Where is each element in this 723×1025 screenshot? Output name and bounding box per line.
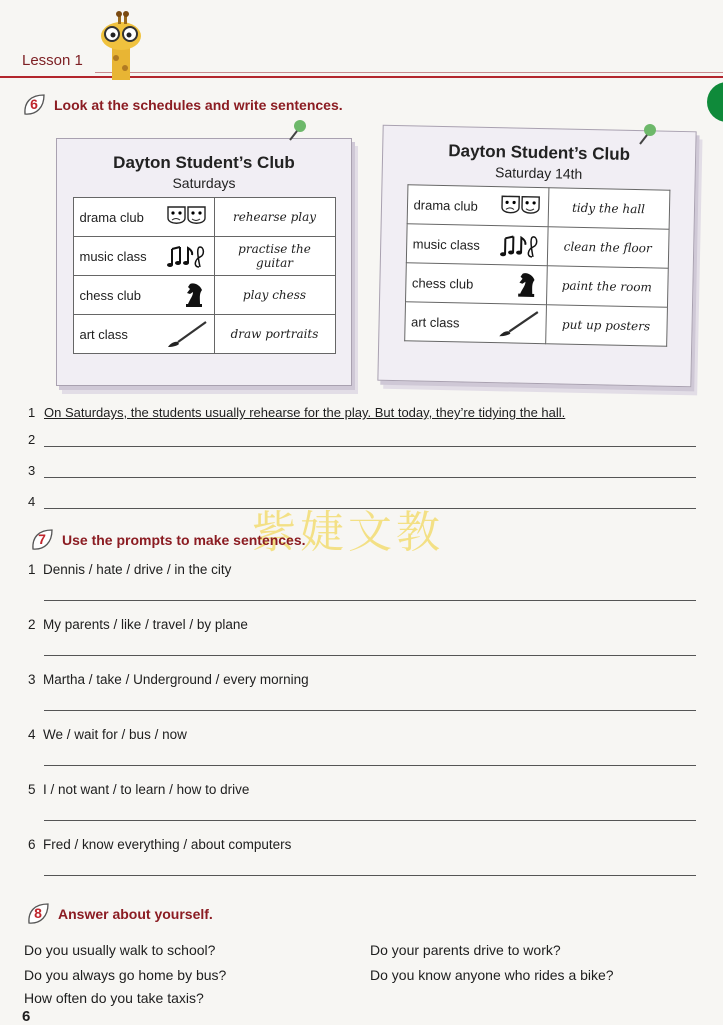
watermark: 紫婕文教 bbox=[252, 507, 444, 558]
header-rule-thin bbox=[95, 72, 723, 73]
pushpin-icon bbox=[636, 122, 660, 146]
lesson-label: Lesson 1 bbox=[22, 52, 83, 69]
schedule-table bbox=[404, 184, 670, 346]
prompt-text: We / wait for / bus / now bbox=[43, 727, 187, 742]
exercise-6-heading bbox=[22, 93, 343, 117]
writing-line[interactable] bbox=[44, 430, 696, 447]
question: Do you always go home by bus? bbox=[24, 967, 227, 983]
card-title: Dayton Student’s Club bbox=[448, 141, 631, 164]
question: Do you know anyone who rides a bike? bbox=[370, 967, 614, 983]
card-title: Dayton Student’s Club bbox=[113, 153, 295, 172]
writing-line[interactable] bbox=[44, 654, 696, 656]
prompt-number: 1 bbox=[28, 562, 36, 577]
prompt-text: Dennis / hate / drive / in the city bbox=[43, 562, 232, 577]
task-label: practise the guitar bbox=[214, 237, 335, 276]
writing-line[interactable] bbox=[44, 874, 696, 876]
music-notes-icon bbox=[498, 232, 541, 259]
line-number: 4 bbox=[28, 494, 36, 509]
activity-label: music class bbox=[412, 235, 481, 253]
card-subtitle: Saturdays bbox=[172, 175, 236, 191]
leaf-number-icon bbox=[30, 528, 54, 552]
page-edge-tab bbox=[707, 82, 723, 122]
exercise-number: 6 bbox=[30, 96, 38, 112]
prompt-item bbox=[28, 782, 696, 837]
prompt-number: 5 bbox=[28, 782, 36, 797]
task-label: rehearse play bbox=[214, 198, 335, 237]
exercise-number: 7 bbox=[38, 531, 46, 547]
prompt-item bbox=[28, 727, 696, 782]
activity-label: art class bbox=[410, 313, 460, 330]
activity-label: drama club bbox=[79, 209, 144, 225]
music-notes-icon bbox=[166, 243, 208, 269]
prompt-number: 4 bbox=[28, 727, 36, 742]
writing-line[interactable] bbox=[44, 709, 696, 711]
prompt-number: 3 bbox=[28, 672, 36, 687]
example-answer: On Saturdays, the students usually rehearse for the play. But today, they’re tidying the hall. bbox=[44, 405, 566, 420]
table-row bbox=[407, 185, 670, 229]
writing-line[interactable] bbox=[44, 599, 696, 601]
exercise-number: 8 bbox=[34, 905, 42, 921]
question: Do your parents drive to work? bbox=[370, 942, 561, 958]
answer-line-3[interactable] bbox=[28, 461, 696, 478]
prompt-number: 2 bbox=[28, 617, 36, 632]
card-subtitle: Saturday 14th bbox=[494, 164, 583, 182]
prompt-item bbox=[28, 837, 696, 892]
answer-line-1 bbox=[28, 400, 696, 420]
activity-label: chess club bbox=[79, 287, 141, 303]
drama-masks-icon bbox=[499, 193, 542, 220]
task-label: tidy the hall bbox=[548, 188, 670, 230]
leaf-number-icon bbox=[26, 902, 50, 926]
prompt-item bbox=[28, 672, 696, 727]
table-row bbox=[405, 263, 668, 307]
task-label: clean the floor bbox=[547, 227, 669, 269]
prompt-item bbox=[28, 562, 696, 617]
paintbrush-icon bbox=[497, 309, 540, 338]
exercise-8-heading bbox=[26, 902, 213, 926]
prompt-text: I / not want / to learn / how to drive bbox=[43, 782, 250, 797]
table-row bbox=[406, 224, 669, 268]
writing-line[interactable] bbox=[44, 461, 696, 478]
line-number: 1 bbox=[28, 405, 36, 420]
question: Do you usually walk to school? bbox=[24, 942, 216, 958]
pushpin-icon bbox=[286, 118, 310, 142]
exercise-title: Use the prompts to make sentences. bbox=[62, 532, 306, 548]
answer-line-2[interactable] bbox=[28, 430, 696, 447]
questions-right bbox=[370, 938, 614, 988]
prompt-text: Fred / know everything / about computers bbox=[43, 837, 292, 852]
task-label: play chess bbox=[214, 276, 335, 315]
line-number: 2 bbox=[28, 432, 36, 447]
table-row bbox=[73, 276, 335, 315]
line-number: 3 bbox=[28, 463, 36, 478]
exercise-title: Answer about yourself. bbox=[58, 906, 213, 922]
writing-line[interactable] bbox=[44, 819, 696, 821]
activity-label: drama club bbox=[413, 196, 479, 214]
drama-masks-icon bbox=[166, 204, 208, 230]
schedule-card-saturdays bbox=[56, 138, 352, 386]
activity-label: art class bbox=[79, 326, 128, 342]
task-label: put up posters bbox=[545, 305, 667, 347]
writing-line[interactable] bbox=[44, 764, 696, 766]
ex7-prompts bbox=[28, 562, 696, 892]
activity-label: music class bbox=[79, 248, 147, 264]
table-row bbox=[73, 315, 335, 354]
giraffe-mascot-icon bbox=[88, 10, 154, 85]
schedule-card-saturday-14th bbox=[377, 125, 696, 388]
table-row bbox=[73, 198, 335, 237]
paintbrush-icon bbox=[166, 320, 208, 348]
table-row bbox=[73, 237, 335, 276]
exercise-7-heading bbox=[30, 528, 306, 552]
table-row bbox=[404, 302, 667, 346]
prompt-text: My parents / like / travel / by plane bbox=[43, 617, 248, 632]
prompt-text: Martha / take / Underground / every morning bbox=[43, 672, 309, 687]
ex6-answer-lines bbox=[28, 400, 696, 509]
question: How often do you take taxis? bbox=[24, 990, 204, 1006]
prompt-item bbox=[28, 617, 696, 672]
exercise-title: Look at the schedules and write sentences. bbox=[54, 97, 343, 113]
page-number: 6 bbox=[22, 1008, 31, 1025]
task-label: paint the room bbox=[546, 266, 668, 308]
prompt-number: 6 bbox=[28, 837, 36, 852]
leaf-number-icon bbox=[22, 93, 46, 117]
questions-left bbox=[24, 938, 226, 1008]
activity-label: chess club bbox=[411, 274, 474, 292]
task-label: draw portraits bbox=[214, 315, 335, 354]
chess-knight-icon bbox=[510, 269, 541, 300]
schedule-table bbox=[73, 197, 336, 354]
chess-knight-icon bbox=[178, 280, 208, 310]
